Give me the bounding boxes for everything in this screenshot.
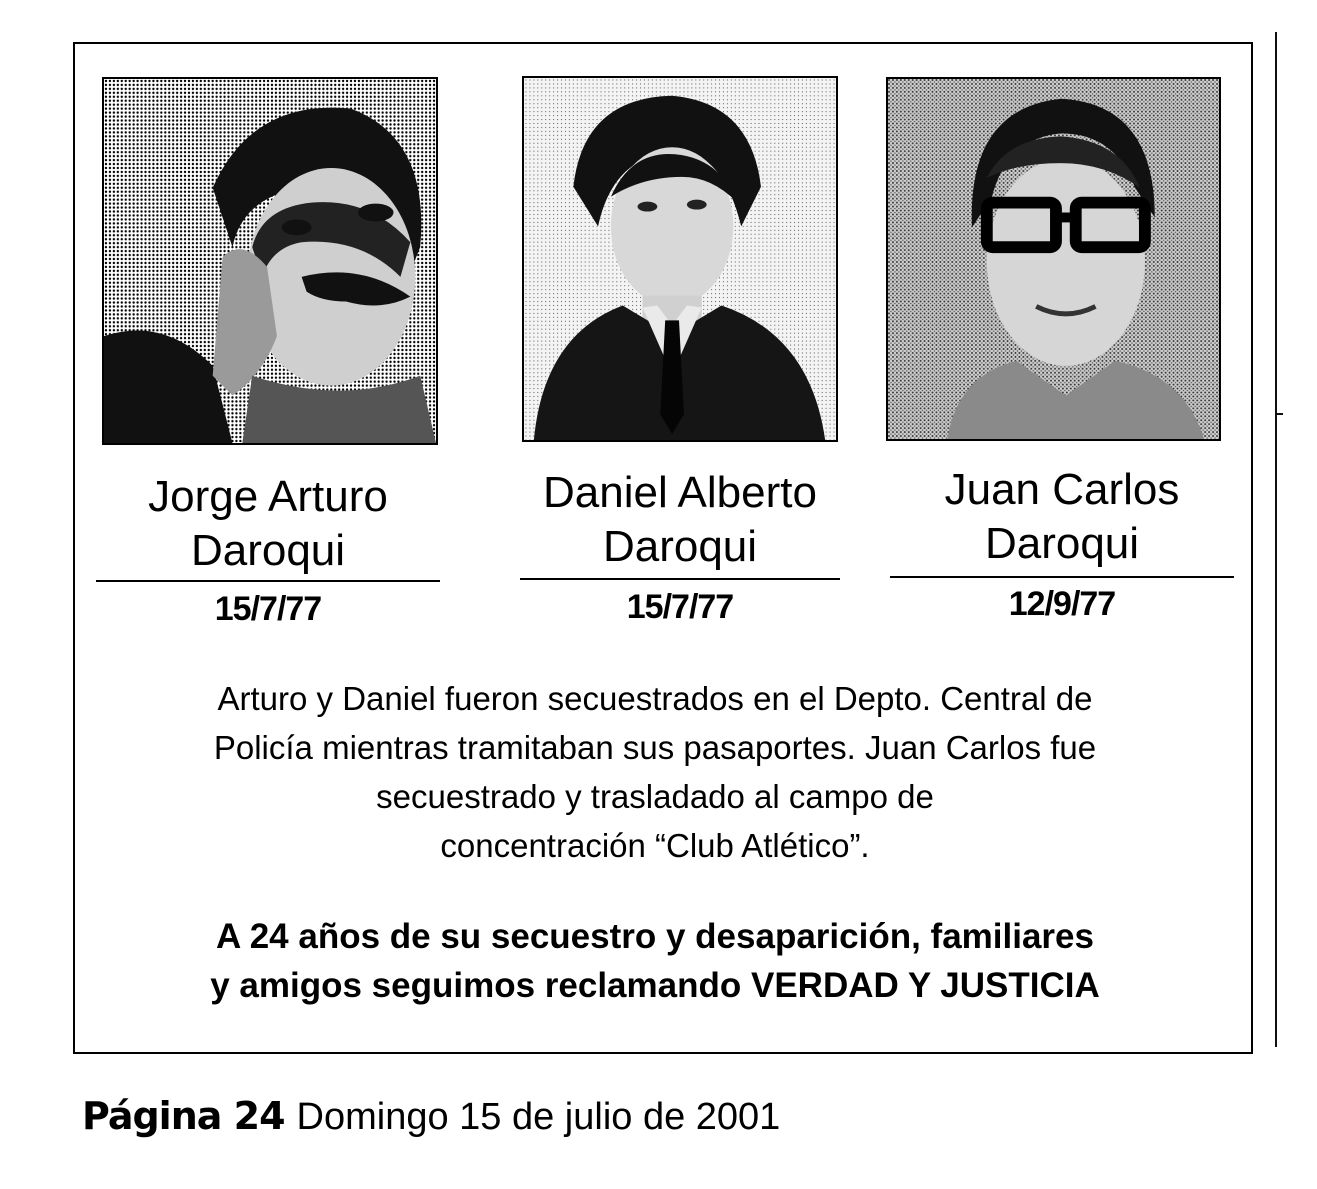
column-divider	[1275, 32, 1277, 1047]
notice-body-line3: secuestrado y trasladado al campo de	[376, 778, 934, 815]
notice-body-line2: Policía mientras tramitaban sus pasaportes. Juan Carlos fue	[213, 729, 1097, 766]
person-name-1-line1: Jorge Arturo	[148, 472, 388, 521]
person-name-3-line2: Daroqui	[984, 519, 1140, 568]
person-name-2-line1: Daniel Alberto	[543, 468, 817, 517]
notice-body-line1: Arturo y Daniel fueron secuestrados en el Depto. Central de	[217, 680, 1093, 717]
footer-date: Domingo 15 de julio de 2001	[296, 1096, 781, 1138]
portrait-photo-1	[102, 77, 438, 445]
notice-closing-line2: y amigos seguimos reclamando VERDAD Y JUSTICIA	[210, 966, 1100, 1005]
person-name-3	[890, 463, 1234, 571]
name-underline-3	[890, 576, 1234, 578]
column-divider-tick	[1277, 413, 1283, 415]
person-name-1	[96, 470, 440, 578]
page-footer	[82, 1094, 780, 1139]
name-underline-1	[96, 580, 440, 582]
person-name-1-line2: Daroqui	[190, 526, 346, 575]
person-date-1: 15/7/77	[214, 590, 322, 628]
portrait-photo-3	[886, 77, 1221, 441]
person-date-3: 12/9/77	[1008, 585, 1116, 623]
person-date-2: 15/7/77	[626, 588, 734, 626]
portrait-1-image	[104, 79, 436, 443]
person-name-3-line1: Juan Carlos	[944, 465, 1180, 514]
notice-closing-line1: A 24 años de su secuestro y desaparición, familiares	[216, 917, 1094, 956]
portrait-3-image	[888, 79, 1219, 439]
person-name-2	[520, 466, 840, 574]
notice-body-line4: concentración “Club Atlético”.	[440, 827, 870, 864]
notice-body	[100, 674, 1210, 870]
person-name-2-line2: Daroqui	[602, 522, 758, 571]
portrait-2-image	[524, 78, 836, 440]
portrait-photo-2	[522, 76, 838, 442]
name-underline-2	[520, 578, 840, 580]
footer-newspaper-name: Página 24	[82, 1094, 285, 1138]
notice-closing	[100, 912, 1210, 1010]
